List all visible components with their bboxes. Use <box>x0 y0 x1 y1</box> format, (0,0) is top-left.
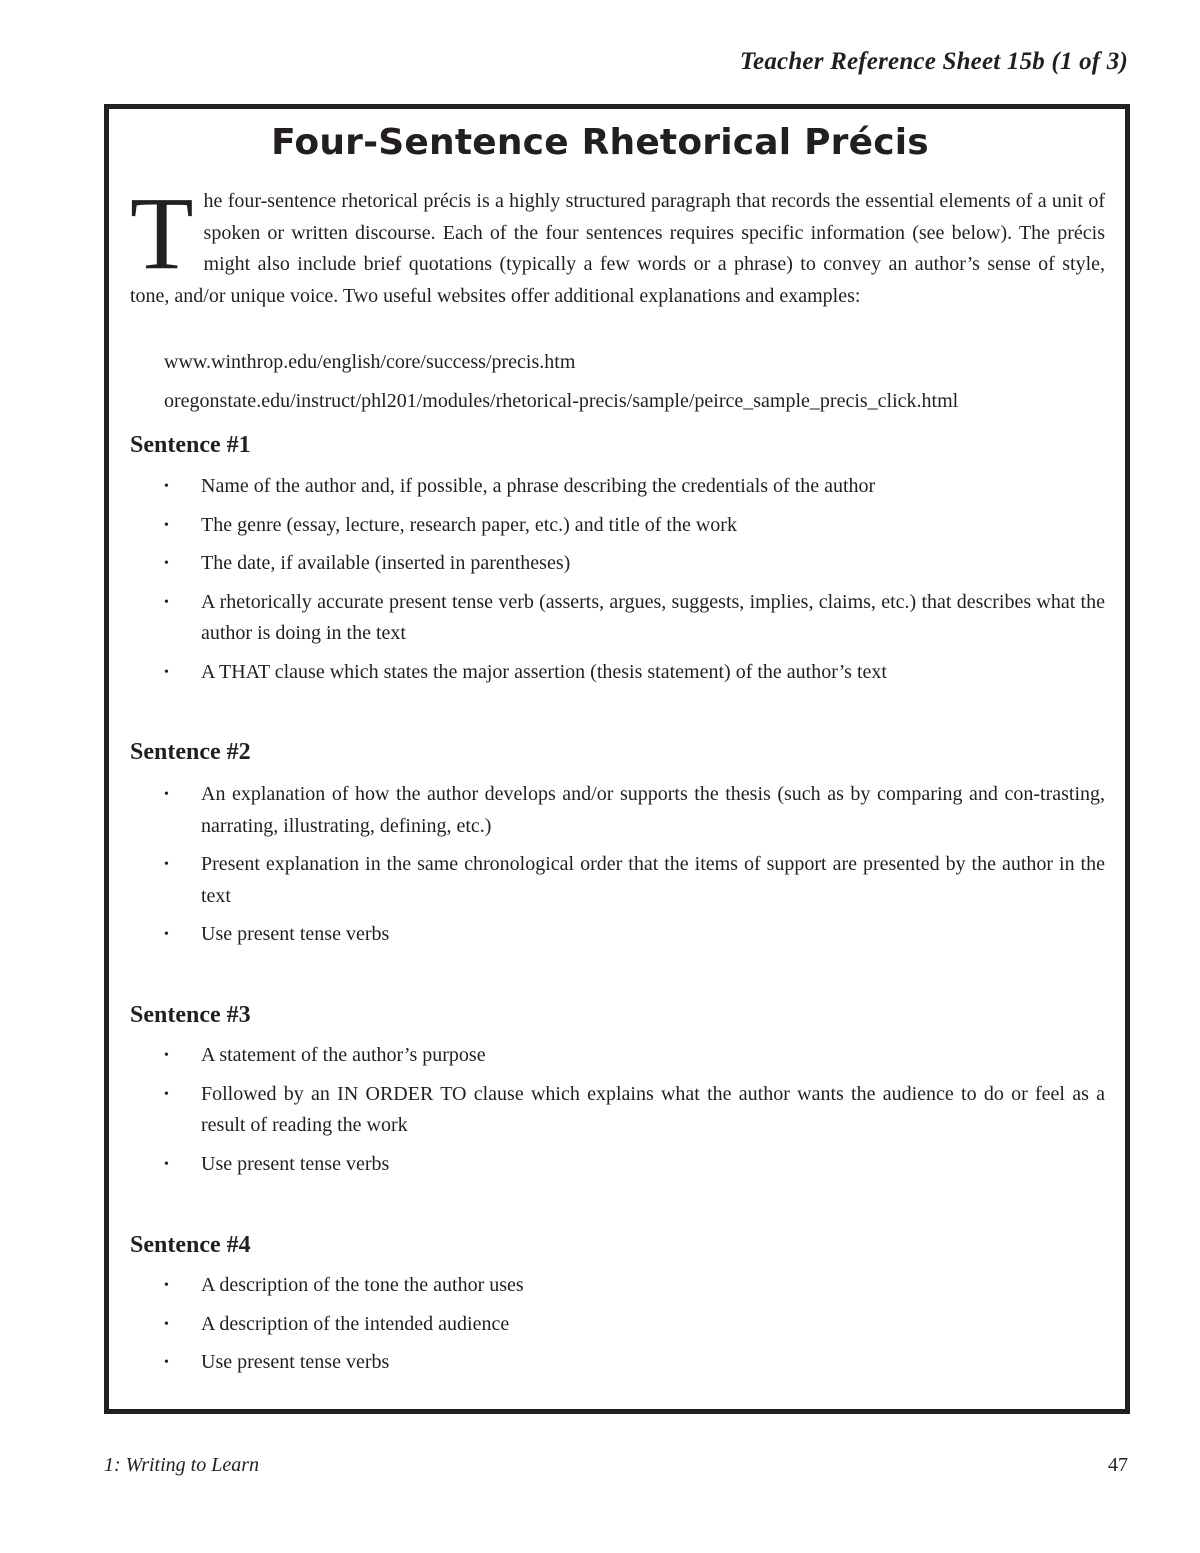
bullet-icon: • <box>164 1086 169 1102</box>
bullet-icon: • <box>164 517 169 533</box>
list-item <box>164 1270 1105 1302</box>
footer-chapter: 1: Writing to Learn <box>104 1454 260 1476</box>
list-item <box>164 657 1105 689</box>
bullet-list-sentence-4 <box>164 1270 1105 1386</box>
list-item-text: The genre (essay, lecture, research paper, etc.) and title of the work <box>201 513 737 536</box>
page-number: 47 <box>1108 1454 1128 1476</box>
bullet-icon: • <box>164 1316 169 1332</box>
list-item-text: The date, if available (inserted in parentheses) <box>201 552 571 574</box>
intro-text: he four-sentence rhetorical précis is a highly structured paragraph that records the essential elements of a unit of spoken or written discourse. Each of the four sentences requires specific information (see below). The précis might also include brief quotations (typically a few words or a phrase) to convey an author’s sense of style, tone, and/or unique voice. Two useful websites offer additional explanations and examples: <box>130 190 1105 307</box>
list-item <box>164 1040 1105 1072</box>
list-item <box>164 548 1105 580</box>
list-item-text: Use present tense verbs <box>201 1152 390 1175</box>
list-item-text: A THAT clause which states the major assertion (thesis statement) of the author’s text <box>201 660 887 683</box>
url-winthrop: www.winthrop.edu/english/core/success/precis.htm <box>164 351 576 373</box>
list-item <box>164 919 1105 951</box>
section-heading-sentence-1: Sentence #1 <box>130 432 251 458</box>
list-item <box>164 510 1105 542</box>
bullet-list-sentence-2 <box>164 779 1105 958</box>
list-item-text: A statement of the author’s purpose <box>201 1044 486 1066</box>
list-item <box>164 1347 1105 1379</box>
bullet-icon: • <box>164 479 169 494</box>
reference-sheet-label: Teacher Reference Sheet 15b (1 of 3) <box>739 48 1128 75</box>
list-item <box>164 471 1105 503</box>
list-item <box>164 587 1105 650</box>
url-oregonstate: oregonstate.edu/instruct/phl201/modules/rhetorical-precis/sample/peirce_sample_precis_click.html <box>164 390 959 412</box>
list-item-text: Name of the author and, if possible, a phrase describing the credentials of the author <box>201 475 876 497</box>
bullet-icon: • <box>164 1156 169 1172</box>
section-heading-sentence-3: Sentence #3 <box>130 1002 251 1028</box>
list-item-text: An explanation of how the author develops and/or supports the thesis (such as by comparing and con-trasting, narrating, illustrating, defining, etc.) <box>201 783 1105 837</box>
bullet-icon: • <box>164 594 169 610</box>
intro-paragraph <box>130 176 1105 312</box>
list-item-text: A rhetorically accurate present tense verb (asserts, argues, suggests, implies, claims, etc.) that describes what the author is doing in the text <box>201 590 1105 644</box>
bullet-list-sentence-1 <box>164 471 1105 695</box>
section-heading-sentence-2: Sentence #2 <box>130 739 251 765</box>
list-item <box>164 1309 1105 1341</box>
bullet-icon: • <box>164 1278 169 1293</box>
bullet-icon: • <box>164 1355 169 1370</box>
list-item <box>164 1079 1105 1142</box>
list-item <box>164 779 1105 842</box>
list-item-text: Present explanation in the same chronological order that the items of support are presented by the author in the text <box>201 853 1105 907</box>
list-item-text: A description of the intended audience <box>201 1312 510 1335</box>
bullet-icon: • <box>164 857 169 872</box>
bullet-list-sentence-3 <box>164 1040 1105 1187</box>
list-item-text: Followed by an IN ORDER TO clause which explains what the author wants the audience to do or feel as a result of reading the work <box>201 1082 1105 1136</box>
section-heading-sentence-4: Sentence #4 <box>130 1232 251 1258</box>
bullet-icon: • <box>164 787 169 802</box>
bullet-icon: • <box>164 1048 169 1063</box>
list-item-text: Use present tense verbs <box>201 923 390 945</box>
list-item-text: A description of the tone the author uses <box>201 1274 524 1296</box>
list-item-text: Use present tense verbs <box>201 1351 390 1373</box>
page-title: Four-Sentence Rhetorical Précis <box>271 122 929 163</box>
bullet-icon: • <box>164 664 169 680</box>
drop-cap: T <box>130 176 194 291</box>
list-item <box>164 849 1105 912</box>
list-item <box>164 1149 1105 1181</box>
bullet-icon: • <box>164 556 169 571</box>
bullet-icon: • <box>164 927 169 942</box>
